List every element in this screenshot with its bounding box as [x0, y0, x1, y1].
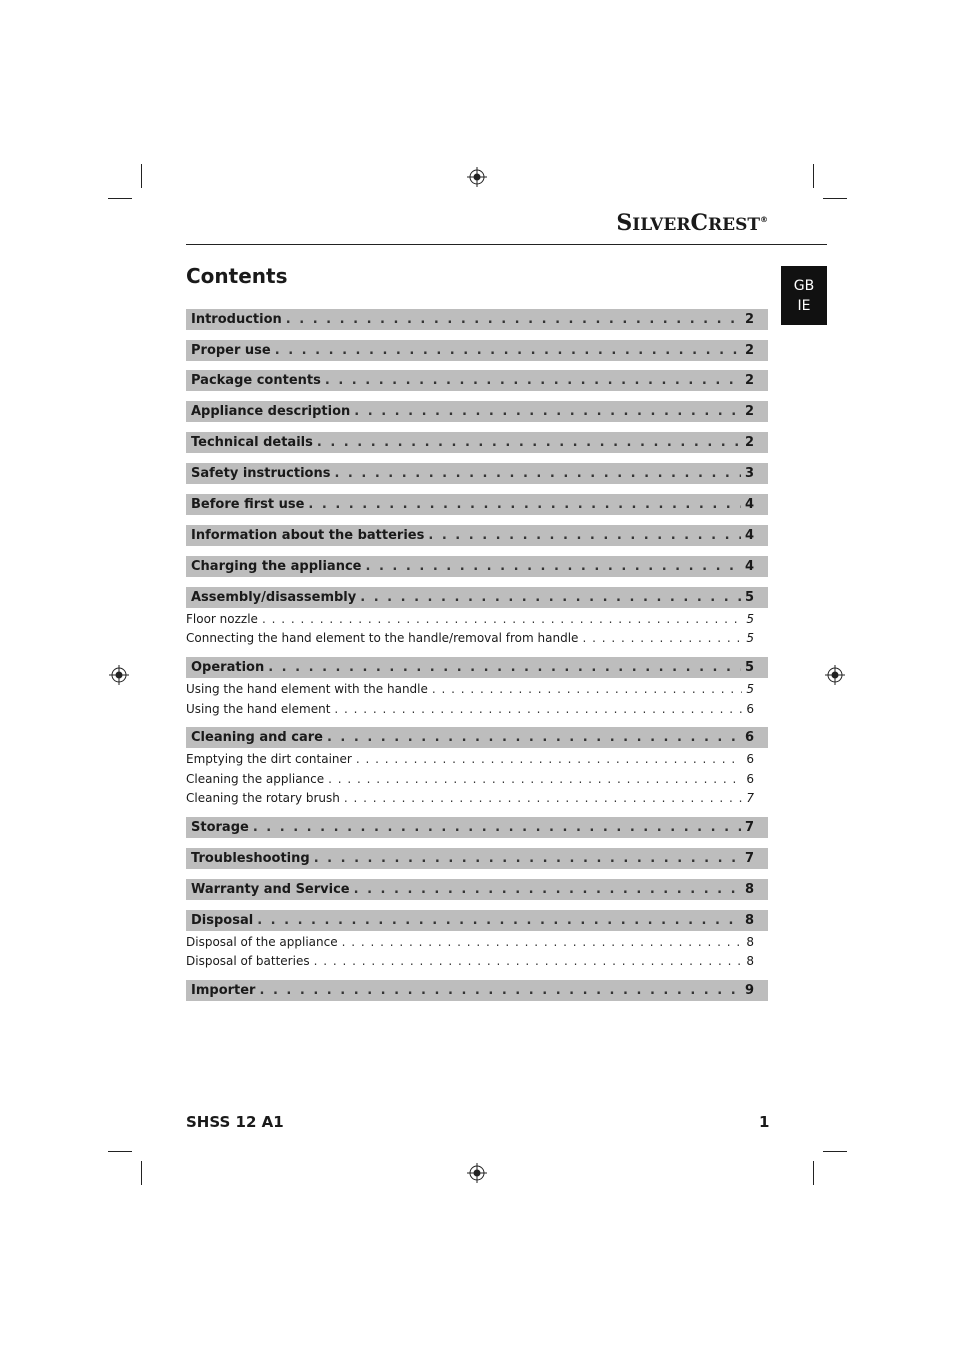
- toc-section[interactable]: [186, 556, 768, 577]
- toc-page-number: 5: [746, 631, 754, 645]
- toc-leader-dots: [253, 820, 741, 835]
- toc-label: Information about the batteries: [191, 528, 425, 543]
- brand-logo: SILVERCREST®: [616, 210, 768, 236]
- model-number: SHSS 12 A1: [186, 1113, 284, 1131]
- toc-label: Safety instructions: [191, 466, 331, 481]
- toc-section[interactable]: [186, 370, 768, 391]
- toc-page-number: 8: [744, 913, 754, 928]
- toc-page-number: 2: [744, 312, 754, 327]
- crop-mark: [813, 164, 814, 188]
- toc-leader-dots: [259, 983, 740, 998]
- toc-section[interactable]: [186, 525, 768, 546]
- toc-section[interactable]: [186, 463, 768, 484]
- toc-leader-dots: [354, 404, 741, 419]
- toc-label: Cleaning the rotary brush: [186, 791, 340, 805]
- toc-page-number: 3: [744, 466, 754, 481]
- crop-mark: [823, 198, 847, 199]
- toc-label: Charging the appliance: [191, 559, 362, 574]
- toc-label: Introduction: [191, 312, 282, 327]
- toc-page-number: 2: [744, 435, 754, 450]
- toc-subsection[interactable]: [186, 770, 768, 788]
- toc-label: Using the hand element: [186, 702, 331, 716]
- toc-page-number: 2: [744, 404, 754, 419]
- header-rule: [186, 244, 827, 245]
- registration-mark-icon: [467, 167, 487, 187]
- toc-leader-dots: [275, 343, 741, 358]
- toc-leader-dots: [268, 660, 741, 675]
- language-code: GB: [793, 277, 815, 294]
- toc-section[interactable]: [186, 494, 768, 515]
- toc-page-number: 2: [744, 373, 754, 388]
- toc-leader-dots: [328, 772, 742, 786]
- toc-section[interactable]: [186, 657, 768, 678]
- toc-leader-dots: [356, 752, 743, 766]
- toc-leader-dots: [432, 682, 742, 696]
- toc-subsection[interactable]: [186, 629, 768, 647]
- crop-mark: [108, 198, 132, 199]
- toc-page-number: 8: [746, 935, 754, 949]
- toc-label: Appliance description: [191, 404, 351, 419]
- toc-leader-dots: [342, 935, 743, 949]
- toc-page-number: 4: [744, 528, 754, 543]
- toc-section[interactable]: [186, 980, 768, 1001]
- toc-leader-dots: [582, 631, 742, 645]
- toc-label: Assembly/disassembly: [191, 590, 357, 605]
- toc-label: Operation: [191, 660, 265, 675]
- toc-leader-dots: [286, 312, 741, 327]
- toc-label: Troubleshooting: [191, 851, 310, 866]
- toc-leader-dots: [257, 913, 741, 928]
- toc-label: Proper use: [191, 343, 271, 358]
- toc-leader-dots: [334, 466, 741, 481]
- toc-page-number: 6: [746, 772, 754, 786]
- toc-label: Using the hand element with the handle: [186, 682, 428, 696]
- toc-label: Package contents: [191, 373, 321, 388]
- language-code: IE: [797, 297, 811, 314]
- toc-page-number: 5: [744, 590, 754, 605]
- toc-page-number: 8: [744, 882, 754, 897]
- toc-page-number: 5: [746, 612, 754, 626]
- toc-leader-dots: [317, 435, 741, 450]
- toc-section[interactable]: [186, 432, 768, 453]
- toc-section[interactable]: [186, 340, 768, 361]
- toc-subsection[interactable]: [186, 700, 768, 718]
- registration-mark-icon: [109, 665, 129, 685]
- toc-leader-dots: [314, 851, 741, 866]
- toc-label: Connecting the hand element to the handle/removal from handle: [186, 631, 579, 645]
- toc-label: Floor nozzle: [186, 612, 258, 626]
- toc-page-number: 9: [744, 983, 754, 998]
- toc-leader-dots: [428, 528, 741, 543]
- page-title: Contents: [186, 264, 288, 288]
- page-number: 1: [759, 1113, 770, 1131]
- toc-leader-dots: [354, 882, 741, 897]
- toc-section[interactable]: [186, 309, 768, 330]
- toc-subsection[interactable]: [186, 610, 768, 628]
- toc-page-number: 2: [744, 343, 754, 358]
- toc-page-number: 6: [746, 702, 754, 716]
- crop-mark: [108, 1151, 132, 1152]
- toc-label: Cleaning the appliance: [186, 772, 325, 786]
- toc-leader-dots: [314, 954, 743, 968]
- toc-page-number: 6: [744, 730, 754, 745]
- toc-section[interactable]: [186, 587, 768, 608]
- toc-label: Importer: [191, 983, 256, 998]
- toc-leader-dots: [262, 612, 742, 626]
- toc-leader-dots: [308, 497, 741, 512]
- toc-label: Emptying the dirt container: [186, 752, 352, 766]
- toc-label: Warranty and Service: [191, 882, 350, 897]
- crop-mark: [141, 1161, 142, 1185]
- toc-label: Technical details: [191, 435, 313, 450]
- toc-page-number: 7: [744, 820, 754, 835]
- toc-leader-dots: [360, 590, 741, 605]
- toc-page-number: 5: [746, 682, 754, 696]
- crop-mark: [823, 1151, 847, 1152]
- toc-subsection[interactable]: [186, 952, 768, 970]
- toc-leader-dots: [366, 559, 741, 574]
- toc-subsection[interactable]: [186, 750, 768, 768]
- toc-section[interactable]: [186, 848, 768, 869]
- toc-leader-dots: [327, 730, 741, 745]
- toc-section[interactable]: [186, 910, 768, 931]
- toc-section[interactable]: [186, 879, 768, 900]
- registration-mark-icon: [825, 665, 845, 685]
- toc-page-number: 8: [746, 954, 754, 968]
- crop-mark: [813, 1161, 814, 1185]
- language-tab: [781, 266, 827, 325]
- toc-label: Cleaning and care: [191, 730, 323, 745]
- toc-label: Disposal of the appliance: [186, 935, 338, 949]
- crop-mark: [141, 164, 142, 188]
- toc-subsection[interactable]: [186, 680, 768, 698]
- toc-subsection[interactable]: [186, 933, 768, 951]
- toc-label: Disposal of batteries: [186, 954, 310, 968]
- toc-page-number: 6: [746, 752, 754, 766]
- toc-label: Storage: [191, 820, 249, 835]
- toc-page-number: 5: [744, 660, 754, 675]
- registration-mark-icon: [467, 1163, 487, 1183]
- toc-section[interactable]: [186, 401, 768, 422]
- toc-leader-dots: [344, 791, 742, 805]
- toc-page-number: 7: [744, 851, 754, 866]
- toc-page-number: 4: [744, 559, 754, 574]
- toc-subsection[interactable]: [186, 789, 768, 807]
- toc-label: Before first use: [191, 497, 305, 512]
- toc-leader-dots: [334, 702, 742, 716]
- toc-page-number: 4: [744, 497, 754, 512]
- toc-page-number: 7: [746, 791, 754, 805]
- toc-leader-dots: [325, 373, 741, 388]
- toc-section[interactable]: [186, 817, 768, 838]
- toc-label: Disposal: [191, 913, 254, 928]
- toc-section[interactable]: [186, 727, 768, 748]
